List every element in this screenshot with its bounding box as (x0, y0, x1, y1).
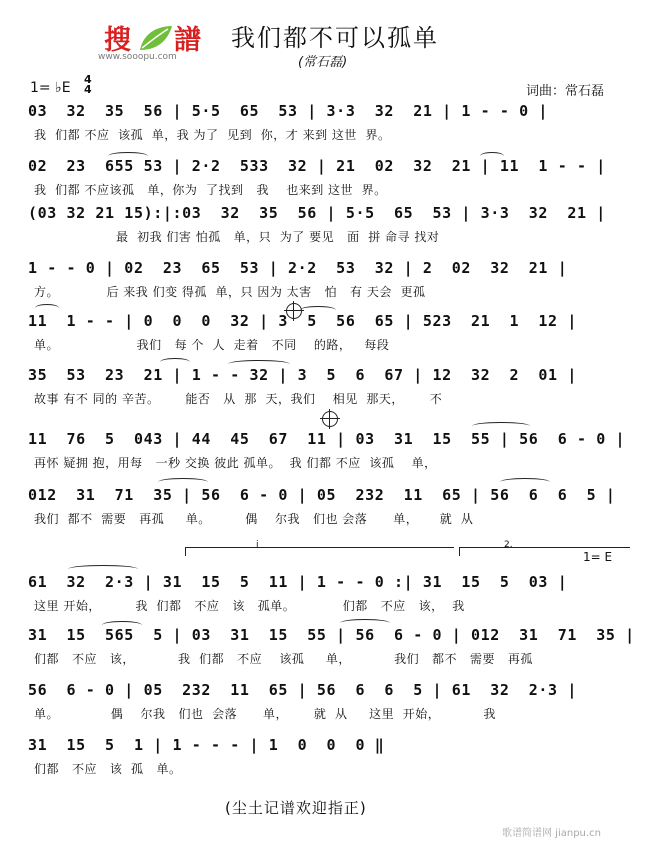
lyrics: 单。 我们 每 个 人 走着 不同 的路， 每段 (34, 338, 390, 352)
credits: 词曲：常石磊 (526, 84, 605, 99)
notation: 11 1 - - | 0 0 0 32 | 3 5 56 65 | 523 21 1 12 | (28, 312, 577, 330)
volta-first-ending (185, 540, 454, 556)
time-top: 4 (84, 73, 92, 86)
logo-url: www.sooopu.com (98, 52, 177, 62)
watermark: 歌谱简谱网 jianpu.cn (502, 828, 601, 839)
tie (158, 478, 208, 486)
slur (68, 565, 138, 573)
notation: 31 15 565 5 | 03 31 15 55 | 56 6 - 0 | 012 31 71 35 | (28, 626, 635, 644)
lyrics: 单。 偶 尔我 们也 会落 单， 就 从 这里 开始， 我 (34, 707, 496, 721)
notation: 1 - - 0 | 02 23 65 53 | 2·2 53 32 | 2 02 32 21 | (28, 259, 568, 277)
lyrics: 我们 都不 需要 再孤 单。 偶 尔我 们也 会落 单， 就 从 (34, 512, 474, 526)
notation: 61 32 2·3 | 31 15 5 11 | 1 - - 0 :| 31 15 5 03 | (28, 573, 568, 591)
coda-mark-icon (322, 411, 338, 427)
singer-name: (常石磊) (298, 55, 348, 70)
tie (340, 619, 390, 627)
lyrics: 这里 开始， 我 们都 不应 该 孤单。 们都 不应 该， 我 (34, 599, 465, 613)
lyrics: 方。 后 来我 们变 得孤 单，只 因为 太害 怕 有 天会 更孤 (34, 285, 426, 299)
tie (228, 360, 290, 368)
notation: 31 15 5 1 | 1 - - - | 1 0 0 0 ‖ (28, 736, 385, 754)
slur (108, 152, 148, 160)
lyrics: 我 们都 不应 该孤 单，我 为了 见到 你，才 来到 这世 界。 (34, 128, 391, 142)
lyrics: 故事 有不 同的 辛苦。 能否 从 那 天，我们 相见 那天， 不 (34, 392, 443, 406)
key-change: 1= E (583, 550, 613, 564)
logo-char-sou: 搜 (104, 25, 132, 56)
lyrics: 们都 不应 该 孤 单。 (34, 762, 182, 776)
lyrics: 们都 不应 该， 我 们都 不应 该孤 单， 我们 都不 需要 再孤 (34, 652, 533, 666)
notation: (03 32 21 15):|:03 32 35 56 | 5·5 65 53 | 3·3 32 21 | (28, 204, 606, 222)
volta-2-label: 2. (504, 540, 513, 550)
time-signature (84, 75, 92, 95)
tie (500, 478, 550, 486)
notation: 012 31 71 35 | 56 6 - 0 | 05 232 11 65 | 56 6 6 5 | (28, 486, 616, 504)
key-signature: 1= ♭E (30, 80, 71, 96)
lyrics: 我 们都 不应该孤 单，你为 了找到 我 也来到 这世 界。 (34, 183, 387, 197)
leaf-icon (138, 24, 174, 52)
slur (102, 621, 142, 629)
time-bottom: 4 (84, 83, 92, 96)
notation: 35 53 23 21 | 1 - - 32 | 3 5 6 67 | 12 32 2 01 | (28, 366, 577, 384)
slur (300, 306, 336, 314)
coda-mark-icon (286, 303, 302, 319)
tie (35, 304, 59, 312)
lyrics: 再怀 疑拥 抱，用每 一秒 交换 彼此 孤单。 我 们都 不应 该孤 单， (34, 456, 437, 470)
lyrics: 最 初我 们害 怕孤 单，只 为了 要见 面 拼 命寻 找对 (34, 230, 440, 244)
tie (472, 422, 530, 430)
site-logo[interactable] (98, 18, 216, 66)
notation: 56 6 - 0 | 05 232 11 65 | 56 6 6 5 | 61 32 2·3 | (28, 681, 577, 699)
notation: 03 32 35 56 | 5·5 65 53 | 3·3 32 21 | 1 - - 0 | (28, 102, 549, 120)
notation: 02 23 655 53 | 2·2 533 32 | 21 02 32 21 | 11 1 - - | (28, 157, 606, 175)
tie (160, 358, 190, 366)
volta-1-label: i (256, 540, 259, 550)
notation: 11 76 5 043 | 44 45 67 11 | 03 31 15 55 | 56 6 - 0 | (28, 430, 626, 448)
logo-char-pu: 譜 (174, 25, 201, 56)
transcriber-note: (尘土记谱欢迎指正) (225, 799, 367, 817)
tie (480, 152, 504, 160)
song-title: 我们都不可以孤单 (231, 24, 439, 52)
